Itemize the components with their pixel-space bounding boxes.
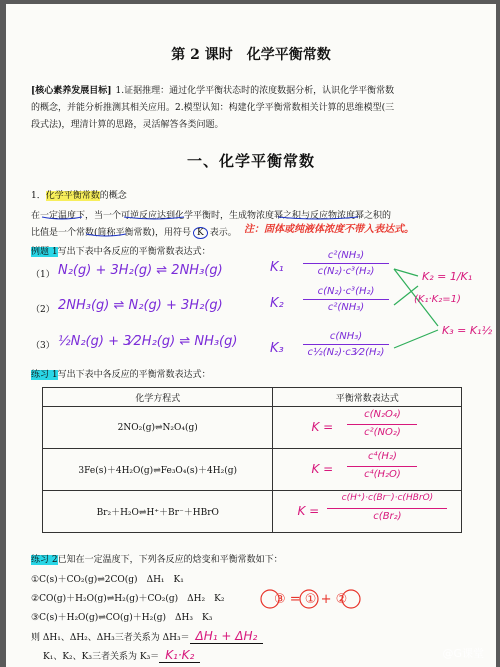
practice-2-header <box>31 552 283 565</box>
answer-1: ΔH₁ + ΔH₂ <box>190 629 264 644</box>
practice-2-reaction-3: ③C(s)＋H₂O(g)⇌CO(g)＋H₂(g) ΔH₃ K₃ <box>31 613 213 623</box>
table-row <box>43 449 462 491</box>
answer-fraction-bar <box>347 466 417 467</box>
example-1-row-3-numerator: c(NH₃) <box>329 331 363 342</box>
example-1-row-2-numerator: c(N₂)·c³(H₂) <box>317 286 375 297</box>
page-title: 第 2 课时 化学平衡常数 <box>171 47 331 63</box>
underline-constant-temp <box>42 217 82 219</box>
example-1-row-2-equation: 2NH₃(g) ⇌ N₂(g) + 3H₂(g) <box>58 298 223 313</box>
example-1-row-3-num: （3） <box>31 341 55 351</box>
practice-1-prompt: 写出下表中各反应的平衡常数表达式： <box>57 370 211 380</box>
relation-k3-k1: K₃ = K₁½ <box>442 324 493 337</box>
answer-numerator: c(N₂O₄) <box>364 409 401 420</box>
table-cell-equation: Br₂＋H₂O⇌H⁺＋Br⁻＋HBrO <box>43 491 273 533</box>
example-1-row-2-k: K₂ <box>270 296 284 311</box>
col-header-expression: 平衡常数表达式 <box>273 388 462 407</box>
table-header-row <box>43 388 462 407</box>
practice-1-tag: 练习 1 <box>31 370 58 380</box>
answer-denominator: c(Br₂) <box>373 511 402 522</box>
fraction-bar-2 <box>303 299 389 300</box>
practice-2-tag: 练习 2 <box>31 555 58 565</box>
document-page <box>6 4 496 667</box>
answer-numerator: c⁴(H₂) <box>368 451 397 462</box>
concept-item-number: 1． <box>31 191 46 201</box>
fraction-bar-3 <box>303 344 389 345</box>
handwritten-note-solids: 注：固体或纯液体浓度不带入表达式。 <box>244 224 414 235</box>
question-2-text: K₁、K₂、K₃三者关系为 K₃＝ <box>43 652 160 662</box>
practice-1-header <box>31 367 211 380</box>
arrow-k1-k2 <box>394 269 418 276</box>
example-1-row-3-equation: ½N₂(g) + 3⁄2H₂(g) ⇌ NH₃(g) <box>58 334 238 349</box>
answer-numerator: c(H⁺)·c(Br⁻)·c(HBrO) <box>341 493 434 503</box>
concept-item-suffix: 的概念 <box>99 191 127 201</box>
table-cell-equation: 2NO₂(g)⇌N₂O₄(g) <box>43 407 273 449</box>
answer-fraction-bar <box>327 508 447 509</box>
concept-def-end: 表示。 <box>209 228 237 238</box>
example-1-row-3-k: K₃ <box>270 341 284 356</box>
k-symbol-circle: K <box>193 227 208 239</box>
answer-k-label: K = <box>311 420 334 434</box>
underline-product <box>278 217 358 219</box>
answer-2: K₁·K₂ <box>159 648 200 663</box>
example-1-row-2-denominator: c²(NH₃) <box>327 302 365 313</box>
example-1-header <box>31 244 211 257</box>
practice-1-table <box>42 387 462 533</box>
example-1-row-1-equation: N₂(g) + 3H₂(g) ⇌ 2NH₃(g) <box>58 263 223 278</box>
col-header-equation: 化学方程式 <box>43 388 273 407</box>
arrow-k3 <box>394 330 438 348</box>
practice-2-reaction-2: ②CO(g)＋H₂O(g)⇌H₂(g)＋CO₂(g) ΔH₂ K₂ <box>31 594 225 604</box>
core-goals-line-2: 的概念，并能分析推测其相关应用。2.模型认知：构建化学平衡常数相关计算的思维模型(三 <box>31 103 395 113</box>
question-1-text: 则 ΔH₁、ΔH₂、ΔH₃三者关系为 ΔH₃＝ <box>31 633 190 643</box>
handwritten-relation-sum: ③ = ① + ② <box>274 592 348 607</box>
core-goals-line-3: 段式法)，理清计算的思路，灵活解答各类问题。 <box>31 120 224 130</box>
example-1-row-1-k: K₁ <box>270 260 284 275</box>
watermark: @G课堂 <box>442 647 484 660</box>
relation-k1-times-k2: (K₁·K₂=1) <box>414 294 461 305</box>
example-1-row-1-denominator: c(N₂)·c³(H₂) <box>317 266 375 277</box>
table-row <box>43 491 462 533</box>
concept-term-highlight: 化学平衡常数 <box>45 191 100 201</box>
answer-k-label: K = <box>311 462 334 476</box>
practice-2-question-1 <box>31 629 263 643</box>
practice-2-prompt: 已知在一定温度下，下列各反应的焓变和平衡常数如下： <box>57 555 283 565</box>
relation-k2-k1: K₂ = 1/K₁ <box>422 270 473 283</box>
example-1-row-1-numerator: c²(NH₃) <box>327 250 365 261</box>
practice-2-reaction-1: ①C(s)＋CO₂(g)⇌2CO(g) ΔH₁ K₁ <box>31 575 184 585</box>
section-heading: 一、化学平衡常数 <box>186 152 315 170</box>
table-cell-expression <box>273 407 462 449</box>
table-row <box>43 407 462 449</box>
concept-definition-line-1: 在一定温度下，当一个可逆反应达到化学平衡时，生成物浓度幂之积与反应物浓度幂之积的 <box>31 211 392 221</box>
table-cell-expression <box>273 449 462 491</box>
practice-2-question-2 <box>31 648 200 662</box>
example-1-row-1-num: （1） <box>31 270 55 280</box>
example-1-tag: 例题 1 <box>31 247 58 257</box>
concept-def-text: 比值是一个常数(简称平衡常数)，用符号 <box>31 228 192 238</box>
example-1-prompt: 写出下表中各反应的平衡常数表达式： <box>57 247 211 257</box>
table-cell-equation: 3Fe(s)＋4H₂O(g)⇌Fe₃O₄(s)＋4H₂(g) <box>43 449 273 491</box>
fraction-bar-1 <box>303 263 389 264</box>
underline-reversible <box>124 217 184 219</box>
table-cell-expression <box>273 491 462 533</box>
example-1-row-2-num: （2） <box>31 305 55 315</box>
example-1-row-3-denominator: c½(N₂)·c3⁄2(H₂) <box>307 347 385 358</box>
core-goals-text-1: 1.证据推理：通过化学平衡状态时的浓度数据分析，认识化学平衡常数 <box>115 86 395 96</box>
answer-denominator: c⁴(H₂O) <box>364 469 401 480</box>
underline-constant <box>86 234 126 236</box>
answer-k-label: K = <box>297 504 320 518</box>
core-goals-label: [核心素养发展目标] <box>31 86 112 96</box>
answer-denominator: c²(NO₂) <box>364 427 401 438</box>
answer-fraction-bar <box>347 424 417 425</box>
